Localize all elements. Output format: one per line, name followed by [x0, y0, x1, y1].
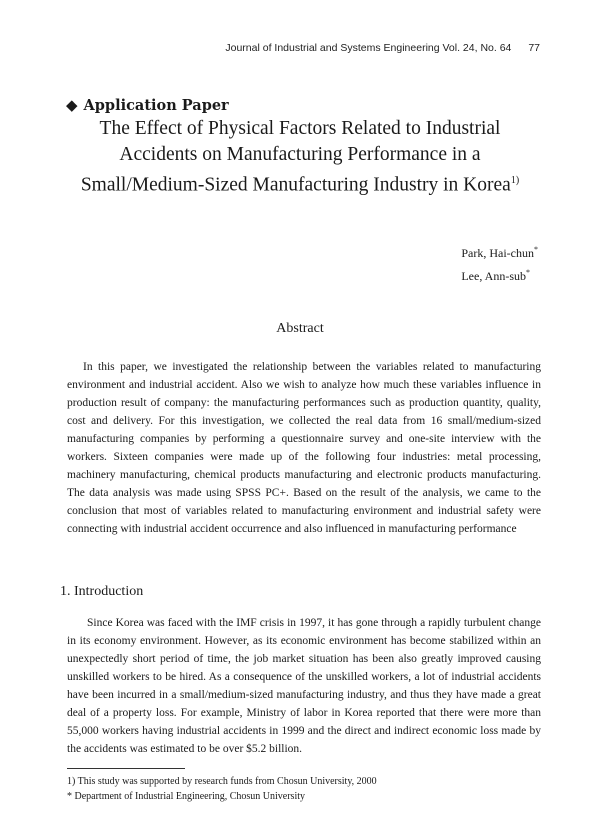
title-line: The Effect of Physical Factors Related to Industrial [99, 118, 501, 139]
title-line: Accidents on Manufacturing Performance in a [119, 144, 481, 165]
title-line [40, 168, 560, 199]
footnote: * Department of Industrial Engineering, Chosun University [67, 791, 306, 802]
abstract-text: In this paper, we investigated the relationship between the variables related to manufacturing environment and industrial accident. Also we wish to analyze how much these variables influence in production result of company: the manufacturing performances such as production quantity, quality, cost and delivery. For this investigation, we collected the real data from 16 small/medium-sized manufacturing companies by performing a questionnaire survey and one-site interview with the workers. Sixteen companies were made up of the following four industries: metal processing, machinery manufacturing, chemical products manufacturing and electronic products manufacturing. The data analysis was made using SPSS PC+. Based on the result of the analysis, we came to the conclusion that most of variables related to manufacturing environment and industrial safety were connecting with industrial accident occurrence and also influenced in manufacturing performance [67, 361, 541, 535]
footnotes [67, 774, 377, 804]
footnote: 1) This study was supported by research funds from Chosun University, 2000 [67, 776, 377, 787]
journal-citation: Journal of Industrial and Systems Engineering Vol. 24, No. 64 [225, 42, 512, 54]
abstract-heading: Abstract [276, 321, 324, 336]
introduction-paragraph: Since Korea was faced with the IMF crisis in 1997, it has gone through a rapidly turbulent change in its economy environment. However, as its economic environment has become stabilized within an unexpectedly short period of time, the job market situation has been also greatly improved causing unskilled workers to be hired. As a consequence of the unskilled workers, a lot of industrial accidents have been incurred in a small/medium-sized manufacturing industry, and thus they have made a great deal of a property loss. For example, Ministry of labor in Korea reported that there were more than 55,000 workers having industrial accidents in 1999 and the direct and indirect economic loss made by the accidents was estimated to be over $5.2 billion. [67, 617, 541, 755]
author-list [461, 240, 538, 286]
author-affiliation-mark: * [526, 268, 530, 277]
author-affiliation-mark: * [534, 245, 538, 254]
title-line-text: Small/Medium-Sized Manufacturing Industry in Korea [80, 174, 511, 196]
paper-type-label: Application Paper [83, 97, 229, 114]
page-number: 77 [528, 42, 540, 54]
paper-title [40, 116, 560, 199]
author [461, 263, 538, 286]
author-name: Park, Hai-chun [461, 246, 534, 260]
author [461, 240, 538, 263]
title-footnote-mark: 1) [510, 175, 520, 186]
paper-type [66, 96, 229, 114]
running-head [225, 42, 540, 54]
diamond-bullet-icon: ◆ [66, 96, 78, 114]
footnote-divider [67, 768, 185, 769]
author-name: Lee, Ann-sub [461, 269, 526, 283]
section-heading: 1. Introduction [60, 584, 144, 599]
